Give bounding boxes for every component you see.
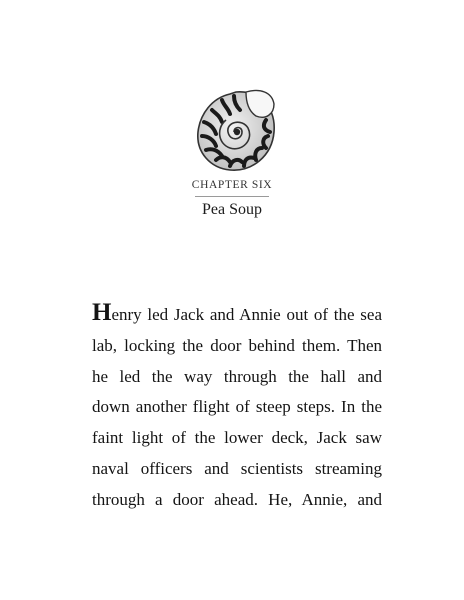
chapter-heading [150,178,314,220]
text-line: lab, locking the door behind them. Then [92,335,382,355]
chapter-number: CHAPTER SIX [191,179,273,191]
text-line: down another flight of steep steps. In the [92,397,382,417]
drop-cap: H [92,299,112,326]
text-line: faint light of the lower deck, Jack saw [92,428,382,448]
text-line [92,300,382,331]
chapter-divider [195,196,269,197]
text-line: naval officers and scientists streaming [92,458,382,478]
text-line: through a door ahead. He, Annie, and [92,489,382,509]
nautilus-shell-icon [190,86,280,176]
body-text [92,300,382,516]
text-line: he led the way through the hall and [92,366,382,386]
chapter-title: Pea Soup [202,201,262,218]
text-line-content: enry led Jack and Annie out of the sea [111,305,382,324]
